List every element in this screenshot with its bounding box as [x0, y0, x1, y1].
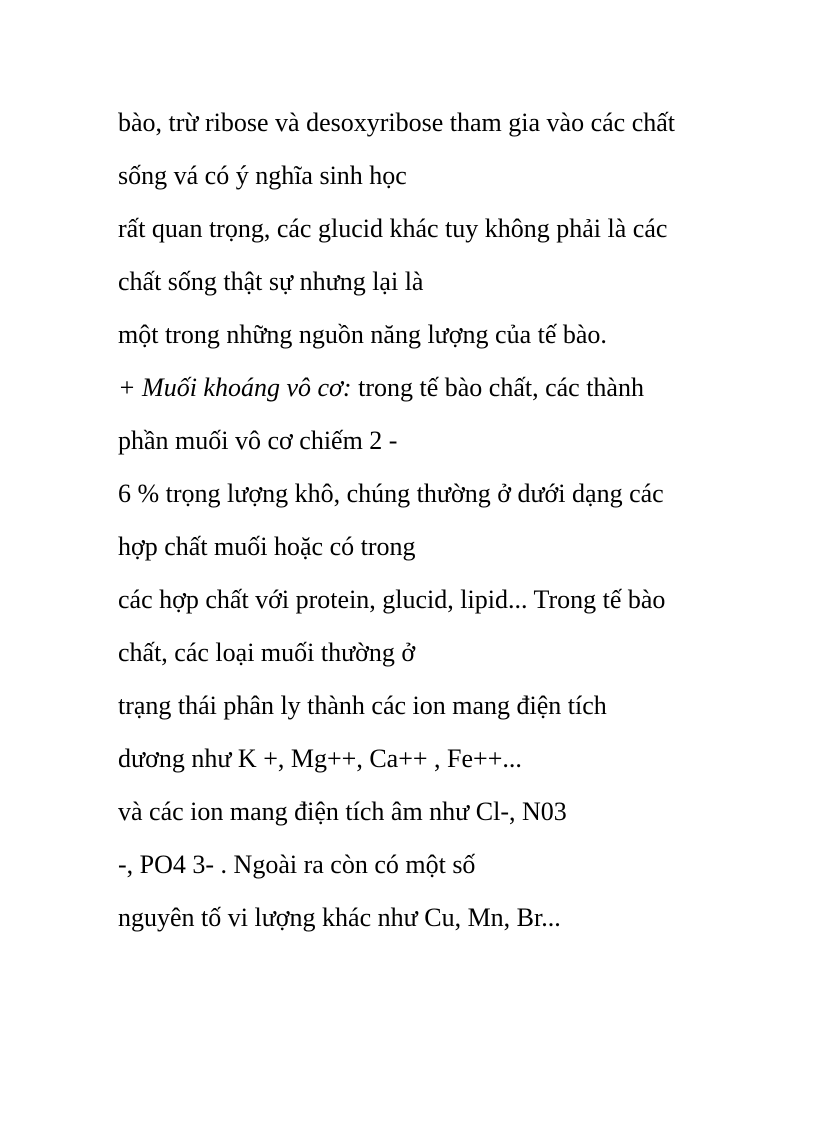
- text-line: chất, các loại muối thường ở: [118, 638, 416, 667]
- text-line: một trong những nguồn năng lượng của tế bào.: [118, 320, 607, 349]
- text-line: 6 % trọng lượng khô, chúng thường ở dưới dạng các: [118, 479, 664, 508]
- paragraph-7: [118, 679, 758, 785]
- text-line: sống vá có ý nghĩa sinh học: [118, 161, 407, 190]
- document-body: [118, 96, 758, 944]
- text-line: bào, trừ ribose và desoxyribose tham gia vào các chất: [118, 108, 676, 137]
- paragraph-8: [118, 785, 758, 838]
- paragraph-10: [118, 891, 758, 944]
- text-line-with-heading: [118, 361, 758, 414]
- heading-continuation: trong tế bào chất, các thành: [351, 373, 644, 402]
- text-line: và các ion mang điện tích âm như Cl-, N03: [118, 797, 567, 826]
- paragraph-9: [118, 838, 758, 891]
- text-line: các hợp chất với protein, glucid, lipid... Trong tế bào: [118, 585, 666, 614]
- paragraph-4: [118, 361, 758, 467]
- section-heading-italic: + Muối khoáng vô cơ:: [118, 373, 352, 402]
- paragraph-2: [118, 202, 758, 308]
- text-line: phần muối vô cơ chiếm 2 -: [118, 426, 398, 455]
- paragraph-6: [118, 573, 758, 679]
- text-line: dương như K +, Mg++, Ca++ , Fe++...: [118, 744, 522, 773]
- text-line: -, PO4 3- . Ngoài ra còn có một số: [118, 850, 476, 879]
- text-line: rất quan trọng, các glucid khác tuy không phải là các: [118, 214, 668, 243]
- text-line: trạng thái phân ly thành các ion mang điện tích: [118, 691, 607, 720]
- text-line: hợp chất muối hoặc có trong: [118, 532, 416, 561]
- text-line: nguyên tố vi lượng khác như Cu, Mn, Br...: [118, 903, 561, 932]
- paragraph-1: [118, 96, 758, 202]
- paragraph-3: [118, 308, 758, 361]
- paragraph-5: [118, 467, 758, 573]
- text-line: chất sống thật sự nhưng lại là: [118, 267, 424, 296]
